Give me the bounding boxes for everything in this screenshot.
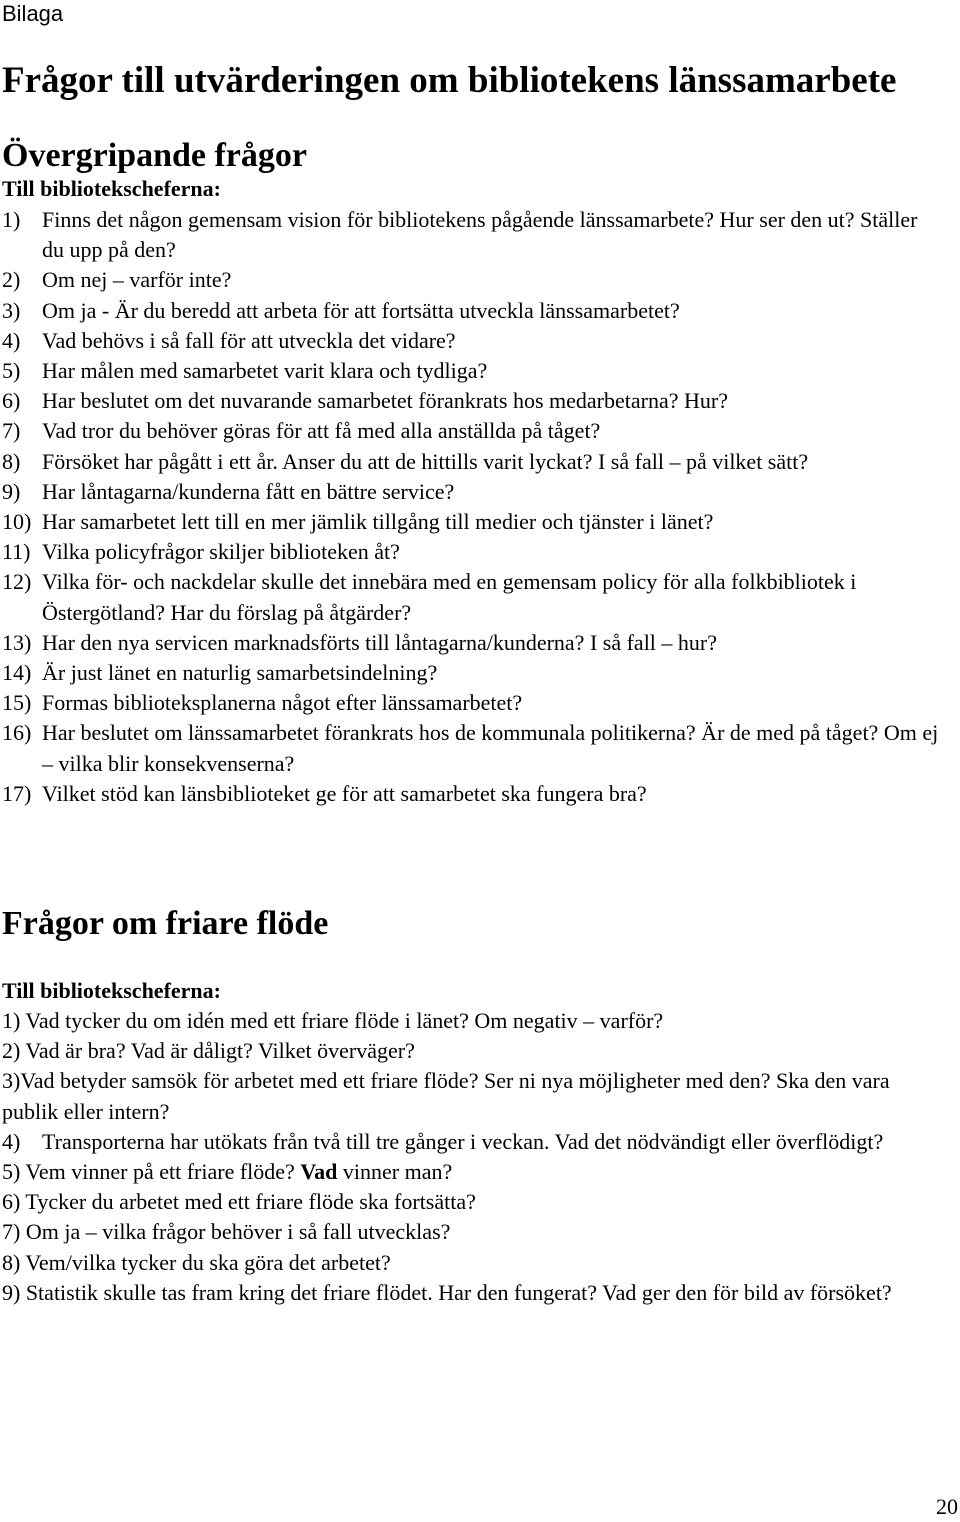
question-text: 5) Vem vinner på ett friare flöde?: [2, 1159, 301, 1185]
list-item: [2, 628, 942, 658]
list-item: [2, 416, 942, 446]
question-text: Har låntagarna/kunderna fått en bättre service?: [42, 478, 455, 504]
question-number: 17): [2, 780, 32, 806]
question-number: 14): [2, 660, 32, 686]
question-text: Har målen med samarbetet varit klara och tydliga?: [42, 358, 488, 384]
question-text: Vilka för- och nackdelar skulle det innebära med en gemensam policy för alla folkbibliotek i Östergötland? Har du förslag på åtgärder?: [42, 569, 857, 625]
list-item: [2, 1157, 942, 1187]
list-item: [2, 567, 942, 627]
question-number: 12): [2, 569, 32, 595]
question-number: 10): [2, 509, 32, 535]
question-number: 16): [2, 720, 32, 746]
list-item: [2, 477, 942, 507]
section-heading-free-flow: Frågor om friare flöde: [2, 905, 329, 942]
free-flow-questions-list: [2, 1006, 942, 1308]
question-text: Vad behövs i så fall för att utveckla det vidare?: [42, 327, 456, 353]
section-heading-overall: Övergripande frågor: [2, 137, 307, 174]
question-number: 6): [2, 388, 21, 414]
question-text: Har beslutet om det nuvarande samarbetet förankrats hos medarbetarna? Hur?: [42, 388, 728, 414]
list-item: [2, 507, 942, 537]
list-item: 9) Statistik skulle tas fram kring det friare flödet. Har den fungerat? Vad ger den för bild av försöket?: [2, 1279, 892, 1305]
question-number: 1): [2, 207, 21, 232]
overall-questions-list: [2, 205, 942, 809]
question-text: Är just länet en naturlig samarbetsindelning?: [42, 660, 438, 686]
list-item: [2, 356, 942, 386]
audience-label: Till bibliotekscheferna:: [2, 176, 221, 201]
audience-label: Till bibliotekscheferna:: [2, 978, 221, 1003]
page-number: 20: [936, 1494, 958, 1519]
list-item: [2, 326, 942, 356]
list-item: [2, 1127, 942, 1157]
attachment-label: Bilaga: [2, 1, 64, 26]
question-number: 5): [2, 358, 21, 384]
list-item: 1) Vad tycker du om idén med ett friare flöde i länet? Om negativ – varför?: [2, 1008, 664, 1033]
question-text: vinner man?: [337, 1159, 453, 1185]
list-item: [2, 658, 942, 688]
question-text: Formas biblioteksplanerna något efter länssamarbetet?: [42, 690, 523, 716]
emphasized-word: Vad: [300, 1159, 338, 1185]
list-item: 8) Vem/vilka tycker du ska göra det arbetet?: [2, 1249, 391, 1275]
list-item: 6) Tycker du arbetet med ett friare flöde ska fortsätta?: [2, 1189, 476, 1215]
question-text: Om nej – varför inte?: [42, 267, 232, 293]
list-item: [2, 296, 942, 326]
list-item: [2, 265, 942, 295]
list-item: [2, 447, 942, 477]
question-text: Försöket har pågått i ett år. Anser du att de hittills varit lyckat? I så fall – på vilket sätt?: [42, 448, 809, 474]
list-item: [2, 386, 942, 416]
question-text: Finns det någon gemensam vision för bibliotekens pågående länssamarbete? Hur ser den ut? Ställer du upp på den?: [42, 207, 918, 263]
list-item: 3)Vad betyder samsök för arbetet med ett friare flöde? Ser ni nya möjligheter med den? Ska den vara publik eller intern?: [2, 1068, 890, 1124]
list-item: [2, 718, 942, 778]
document-title: Frågor till utvärderingen om bibliotekens länssamarbete: [2, 60, 897, 101]
list-item: [2, 537, 942, 567]
question-text: Har beslutet om länssamarbetet förankrats hos de kommunala politikerna? Är de med på tåget? Om ej – vilka blir konsekvenserna?: [42, 720, 939, 776]
question-number: 3): [2, 297, 21, 323]
question-text: Vad tror du behöver göras för att få med alla anställda på tåget?: [42, 418, 601, 444]
question-number: 15): [2, 690, 32, 716]
list-item: 7) Om ja – vilka frågor behöver i så fall utvecklas?: [2, 1219, 451, 1245]
question-number: 4): [2, 1128, 21, 1154]
question-text: Vilka policyfrågor skiljer biblioteken åt?: [42, 539, 400, 565]
question-text: Vilket stöd kan länsbiblioteket ge för att samarbetet ska fungera bra?: [42, 780, 647, 806]
list-item: 2) Vad är bra? Vad är dåligt? Vilket överväger?: [2, 1038, 415, 1064]
question-number: 11): [2, 539, 31, 565]
question-number: 9): [2, 478, 21, 504]
question-text: Om ja - Är du beredd att arbeta för att fortsätta utveckla länssamarbetet?: [42, 297, 680, 323]
list-item: [2, 205, 942, 265]
list-item: [2, 779, 942, 809]
question-text: Transporterna har utökats från två till tre gånger i veckan. Vad det nödvändigt eller överflödigt?: [42, 1128, 884, 1154]
question-number: 13): [2, 629, 32, 655]
question-number: 2): [2, 267, 21, 293]
question-text: Har den nya servicen marknadsförts till låntagarna/kunderna? I så fall – hur?: [42, 629, 718, 655]
question-text: Har samarbetet lett till en mer jämlik tillgång till medier och tjänster i länet?: [42, 509, 714, 535]
question-number: 8): [2, 448, 21, 474]
question-number: 4): [2, 327, 21, 353]
question-number: 7): [2, 418, 21, 444]
list-item: [2, 688, 942, 718]
